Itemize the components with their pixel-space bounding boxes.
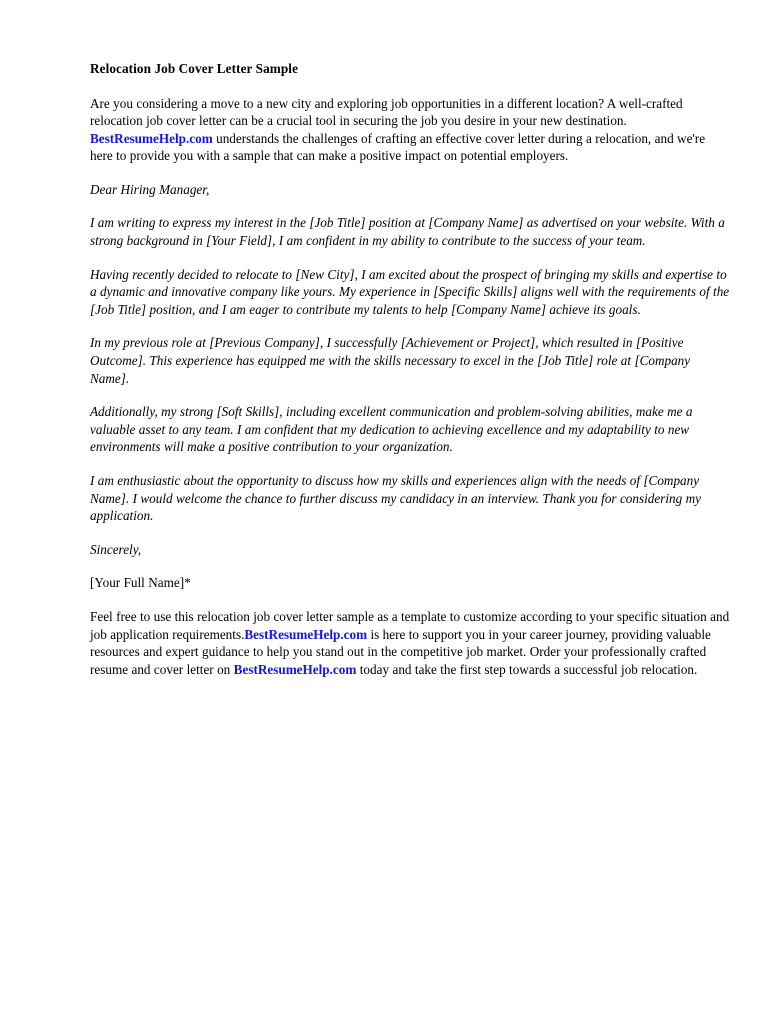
intro-paragraph — [90, 95, 731, 165]
letter-paragraph-3: In my previous role at [Previous Company], I successfully [Achievement or Project], which resulted in [Positive Outcome]. This experience has equipped me with the skills necessary to excel in the [Job Title] role at [Company Name]. — [90, 335, 691, 386]
bestresumehelp-link-2[interactable]: BestResumeHelp.com — [244, 626, 368, 642]
letter-paragraph-4: Additionally, my strong [Soft Skills], including excellent communication and problem-solving abilities, make me a valuable asset to any team. I am confident that my dedication to achieving excellence and my adaptability to new environments will make a positive contribution to your organization. — [90, 404, 693, 455]
letter-paragraph-5: I am enthusiastic about the opportunity to discuss how my skills and experiences align with the needs of [Company Name]. I would welcome the chance to further discuss my candidacy in an interview. Thank you for considering my application. — [90, 473, 701, 524]
page-title: Relocation Job Cover Letter Sample — [90, 61, 299, 76]
document-body — [90, 60, 731, 694]
outro-paragraph — [90, 608, 731, 678]
outro-text-part3: today and take the first step towards a successful job relocation. — [356, 661, 698, 677]
bestresumehelp-link-3[interactable]: BestResumeHelp.com — [233, 661, 357, 677]
letter-closing: Sincerely, — [90, 541, 142, 557]
bestresumehelp-link[interactable]: BestResumeHelp.com — [90, 130, 213, 146]
intro-text-part2: understands the challenges of crafting an effective cover letter during a relocation, and we're here to provide you with a sample that can make a positive impact on potential employers. — [90, 130, 706, 164]
letter-paragraph-1: I am writing to express my interest in the [Job Title] position at [Company Name] as advertised on your website. With a strong background in [Your Field], I am confident in my ability to contribute to the success of your team. — [90, 215, 725, 249]
letter-paragraph-2: Having recently decided to relocate to [New City], I am excited about the prospect of bringing my skills and expertise to a dynamic and innovative company like yours. My experience in [Specific Skills] aligns well with the requirements of the [Job Title] position, and I am eager to contribute my talents to help [Company Name] achieve its goals. — [90, 266, 730, 317]
outro-text-part1: Feel free to use this relocation job cover letter sample as a template to customize according to your specific situation and job application requirements. — [90, 608, 730, 642]
signature-name-placeholder: [Your Full Name]* — [90, 575, 191, 591]
outro-text-part2: is here to support you in your career journey, providing valuable resources and expert guidance to help you stand out in the competitive job market. Order your professionally crafted resume and cover letter on — [90, 626, 711, 677]
letter-salutation: Dear Hiring Manager, — [90, 181, 210, 197]
intro-text-part1: Are you considering a move to a new city and exploring job opportunities in a different location? A well-crafted relocation job cover letter can be a crucial tool in securing the job you desire in your new destination. — [90, 95, 683, 129]
